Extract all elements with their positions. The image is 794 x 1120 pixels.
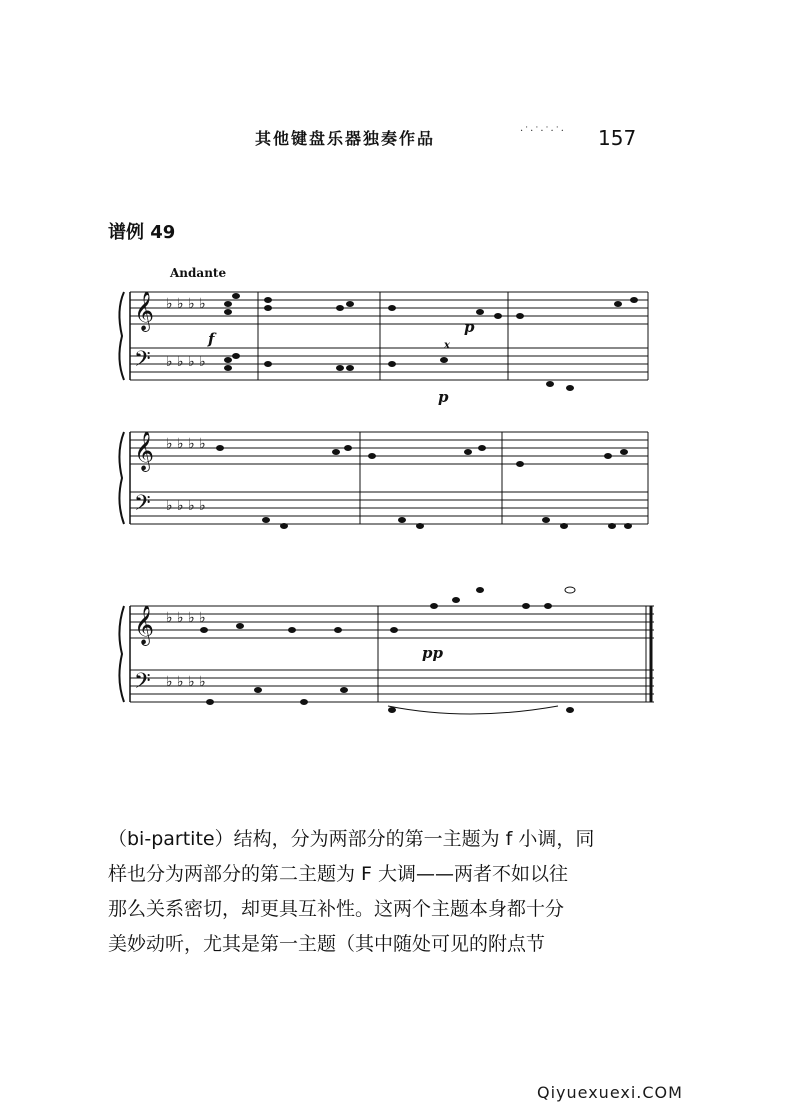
body-line-1: （bi-partite）结构，分为两部分的第一主题为 f 小调，同 bbox=[108, 828, 595, 850]
music-score bbox=[108, 270, 668, 750]
svg-text:♭ ♭ ♭ ♭: ♭ ♭ ♭ ♭ bbox=[166, 296, 206, 312]
svg-text:𝄢: 𝄢 bbox=[134, 491, 151, 521]
svg-text:𝄞: 𝄞 bbox=[134, 291, 155, 331]
dynamic-p-upper: p bbox=[464, 318, 475, 336]
example-label: 谱例 49 bbox=[108, 222, 176, 243]
body-line-3: 那么关系密切，却更具互补性。这两个主题本身都十分 bbox=[108, 898, 565, 920]
svg-text:𝄞: 𝄞 bbox=[134, 431, 155, 471]
dynamic-p-lower: p bbox=[438, 388, 449, 406]
svg-text:♭ ♭ ♭ ♭: ♭ ♭ ♭ ♭ bbox=[166, 498, 206, 514]
svg-text:♭ ♭ ♭ ♭: ♭ ♭ ♭ ♭ bbox=[166, 610, 206, 626]
dynamic-x: x bbox=[444, 340, 450, 351]
bass-staff-2 bbox=[130, 492, 648, 524]
svg-text:♭ ♭ ♭ ♭: ♭ ♭ ♭ ♭ bbox=[166, 674, 206, 690]
svg-text:𝄢: 𝄢 bbox=[134, 347, 151, 377]
dynamic-f: f bbox=[208, 330, 215, 348]
page-number: 157 bbox=[598, 126, 637, 150]
bass-staff-3 bbox=[130, 670, 654, 702]
svg-text:𝄢: 𝄢 bbox=[134, 669, 151, 699]
running-header-title: 其他键盘乐器独奏作品 bbox=[255, 129, 436, 148]
treble-staff-2 bbox=[130, 432, 648, 464]
body-line-2: 样也分为两部分的第二主题为 F 大调——两者不如以往 bbox=[108, 863, 569, 885]
svg-text:♭ ♭ ♭ ♭: ♭ ♭ ♭ ♭ bbox=[166, 354, 206, 370]
svg-text:♭ ♭ ♭ ♭: ♭ ♭ ♭ ♭ bbox=[166, 436, 206, 452]
body-line-4: 美妙动听，尤其是第一主题（其中随处可见的附点节 bbox=[108, 933, 546, 955]
treble-staff-3 bbox=[130, 606, 654, 638]
watermark: Qiyuexuexi.COM bbox=[537, 1083, 683, 1102]
svg-text:𝄞: 𝄞 bbox=[134, 605, 155, 645]
tempo-marking: Andante bbox=[170, 266, 227, 280]
dynamic-pp: pp bbox=[422, 644, 443, 662]
body-text bbox=[108, 822, 668, 962]
header-ornament: ·˙·˙·˙·˙· bbox=[520, 126, 565, 137]
